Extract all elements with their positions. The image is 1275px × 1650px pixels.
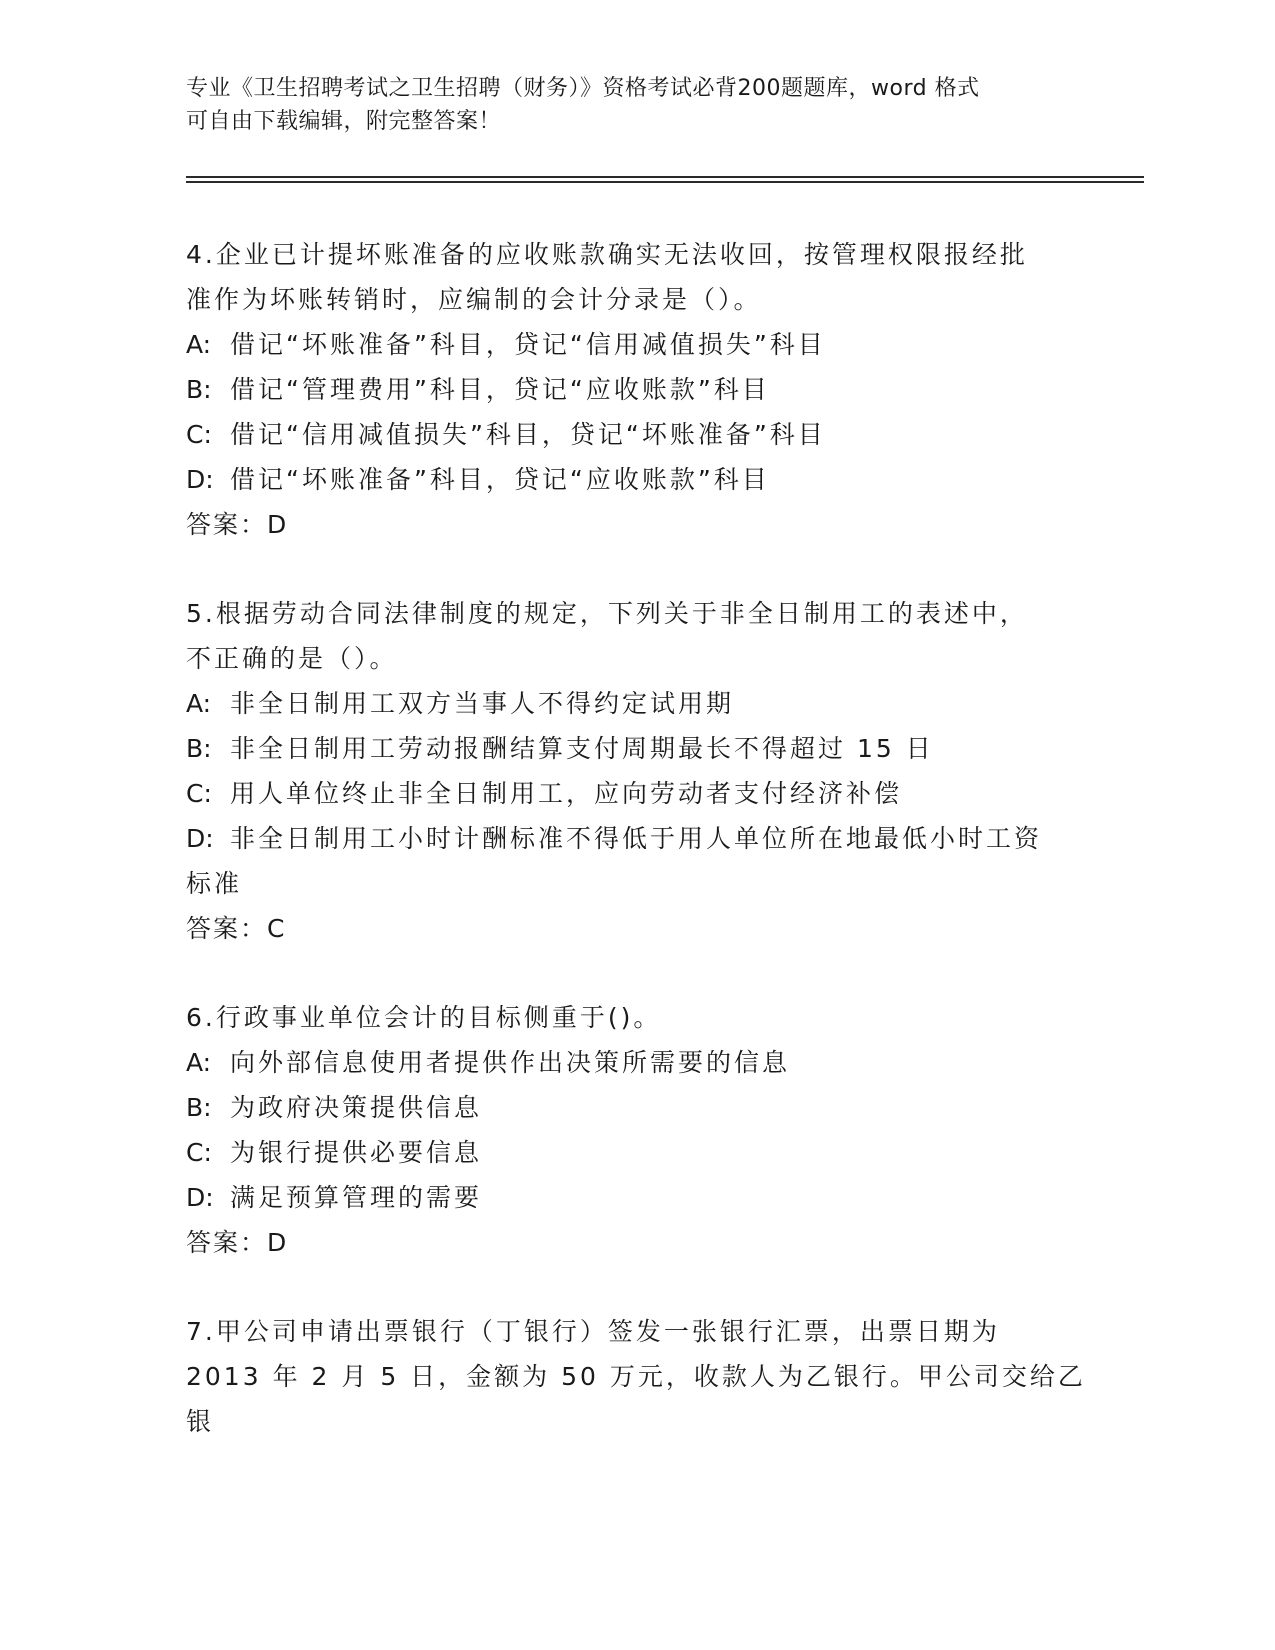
question-stem: 7.甲公司申请出票银行（丁银行）签发一张银行汇票，出票日期为 — [186, 1317, 1000, 1346]
option-text: 非全日制用工小时计酬标准不得低于用人单位所在地最低小时工资 — [230, 824, 1043, 853]
answer-line: 答案：C — [186, 914, 287, 943]
option-text: 借记“坏账准备”科目，贷记“应收账款”科目 — [230, 465, 770, 494]
option-letter: B: — [186, 1093, 212, 1122]
option-c — [186, 412, 1086, 457]
answer-line: 答案：D — [186, 510, 289, 539]
option-d — [186, 457, 1086, 502]
option-text: 借记“坏账准备”科目，贷记“信用减值损失”科目 — [230, 330, 826, 359]
question-list — [186, 232, 1086, 1488]
answer-line: 答案：D — [186, 1228, 289, 1257]
option-c — [186, 1130, 1086, 1175]
option-d-cont: 标准 — [186, 869, 243, 898]
option-letter: D: — [186, 824, 214, 853]
question-stem-cont: 2013 年 2 月 5 日，金额为 50 万元，收款人为乙银行。甲公司交给乙银 — [186, 1362, 1086, 1436]
option-letter: D: — [186, 1183, 214, 1212]
question-stem: 5.根据劳动合同法律制度的规定，下列关于非全日制用工的表述中， — [186, 599, 1028, 628]
option-text: 满足预算管理的需要 — [230, 1183, 483, 1212]
option-text: 非全日制用工双方当事人不得约定试用期 — [230, 689, 735, 718]
question-stem-cont: 不正确的是（）。 — [186, 644, 398, 673]
option-letter: C: — [186, 420, 212, 449]
option-text: 用人单位终止非全日制用工，应向劳动者支付经济补偿 — [230, 779, 903, 808]
option-letter: B: — [186, 734, 212, 763]
question-5 — [186, 591, 1086, 951]
option-a — [186, 681, 1086, 726]
option-letter: D: — [186, 465, 214, 494]
question-6 — [186, 995, 1086, 1265]
option-a — [186, 1040, 1086, 1085]
option-letter: A: — [186, 330, 212, 359]
option-text: 借记“信用减值损失”科目，贷记“坏账准备”科目 — [230, 420, 826, 449]
option-letter: C: — [186, 1138, 212, 1167]
option-text: 非全日制用工劳动报酬结算支付周期最长不得超过 15 日 — [230, 734, 934, 763]
question-stem: 6.行政事业单位会计的目标侧重于()。 — [186, 1003, 662, 1032]
option-letter: B: — [186, 375, 212, 404]
question-7 — [186, 1309, 1086, 1444]
option-b — [186, 1085, 1086, 1130]
header-line-1: 专业《卫生招聘考试之卫生招聘（财务）》资格考试必背200题题库，word 格式 — [186, 76, 980, 101]
option-letter: C: — [186, 779, 212, 808]
option-b — [186, 726, 1086, 771]
option-letter: A: — [186, 689, 212, 718]
option-letter: A: — [186, 1048, 212, 1077]
option-text: 为政府决策提供信息 — [230, 1093, 483, 1122]
document-header — [186, 72, 1066, 138]
question-stem: 4.企业已计提坏账准备的应收账款确实无法收回，按管理权限报经批 — [186, 240, 1028, 269]
option-c — [186, 771, 1086, 816]
option-text: 向外部信息使用者提供作出决策所需要的信息 — [230, 1048, 791, 1077]
question-stem-cont: 准作为坏账转销时，应编制的会计分录是（）。 — [186, 285, 762, 314]
option-text: 为银行提供必要信息 — [230, 1138, 483, 1167]
question-4 — [186, 232, 1086, 547]
option-d — [186, 816, 1086, 861]
option-a — [186, 322, 1086, 367]
option-b — [186, 367, 1086, 412]
option-d — [186, 1175, 1086, 1220]
header-line-2: 可自由下载编辑，附完整答案！ — [186, 109, 502, 134]
header-divider-top — [186, 176, 1144, 178]
option-text: 借记“管理费用”科目，贷记“应收账款”科目 — [230, 375, 770, 404]
header-divider-bottom — [186, 181, 1144, 183]
